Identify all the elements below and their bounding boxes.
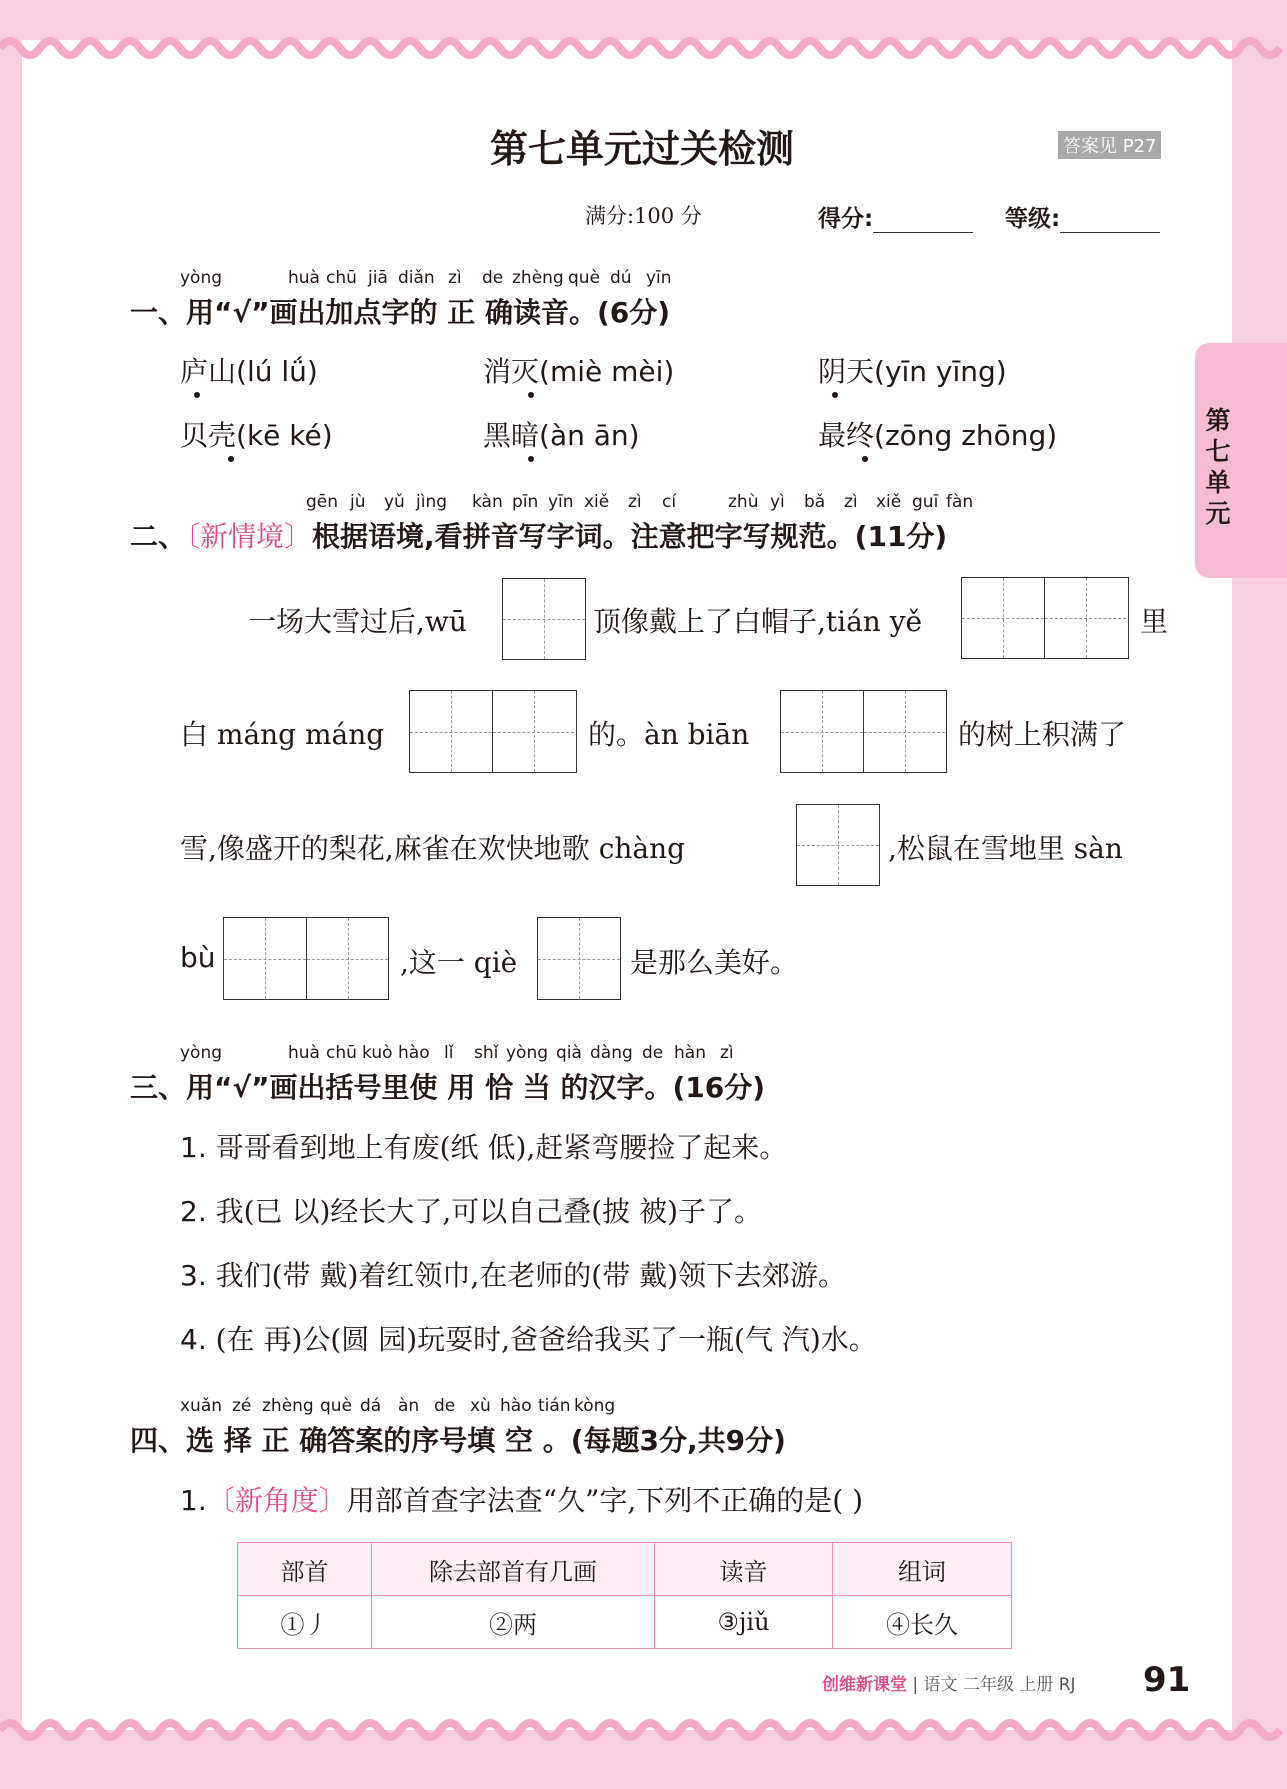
section1-pinyin-0: yòng [180,268,223,288]
section3-item: 1. 哥哥看到地上有废(纸 低),赶紧弯腰捡了起来。 [180,1131,788,1164]
write-grid-2char[interactable] [223,917,389,1000]
section4-question-1: 1.〔新角度〕用部首查字法查“久”字,下列不正确的是( ) [180,1484,864,1517]
section2-pinyin-1: jù [350,492,366,512]
section1-pinyin-3: jiā [368,268,388,288]
section2-line4-text: bù [180,941,216,974]
write-grid-2char[interactable] [961,577,1129,659]
section3-pinyin-7: yòng [506,1043,549,1063]
section3-title: 三、用“√”画出括号里使 用 恰 当 的汉字。(16分) [130,1071,766,1104]
section2-line3-text: 雪,像盛开的梨花,麻雀在欢快地歌 chàng [180,832,686,865]
section1-pinyin-8: què [568,268,601,288]
section4-title: 四、选 择 正 确答案的序号填 空 。(每题3分,共9分) [130,1424,786,1457]
section2-pinyin-4: kàn [472,492,503,512]
section1-title: 一、用“√”画出加点字的 正 确读音。(6分) [130,296,671,329]
section4-pinyin-2: zhèng [262,1396,314,1416]
options-table [237,1542,1012,1649]
section1-pinyin-7: zhèng [512,268,564,288]
section2-pinyin-7: xiě [584,492,610,512]
section3-pinyin-11: hàn [674,1043,706,1063]
section4-pinyin-8: hào [500,1396,532,1416]
table-header-cell: 组词 [833,1543,1012,1596]
full-score-label: 满分:100 分 [585,204,702,228]
score-blank[interactable] [873,210,973,233]
section2-line2-text: 的。àn biān [588,718,750,751]
section3-pinyin-6: shǐ [474,1043,499,1063]
section2-line4-text: ,这一 qiè [400,946,518,979]
emphasis-dot [832,392,838,398]
section2-title: 二、〔新情境〕根据语境,看拼音写字词。注意把字写规范。(11分) [130,520,948,553]
section1-pinyin-1: huà [288,268,320,288]
section4-pinyin-1: zé [232,1396,252,1416]
emphasis-dot [862,456,868,462]
section3-pinyin-8: qià [556,1043,582,1063]
section1-pinyin-5: zì [448,268,462,288]
write-grid-2char[interactable] [409,690,577,773]
section2-pinyin-14: xiě [876,492,902,512]
section2-pinyin-6: yīn [548,492,574,512]
section1-item: 庐山(lú lǘ) [180,355,318,388]
grade-label: 等级: [1005,200,1160,233]
section1-item: 最终(zōng zhōng) [818,419,1058,452]
section4-pinyin-6: de [434,1396,456,1416]
new-context-tag: 〔新情境〕 [186,520,313,553]
section2-line1-text: 顶像戴上了白帽子,tián yě [593,605,923,638]
section2-pinyin-3: jìng [416,492,448,512]
section1-item: 贝壳(kē ké) [180,419,333,452]
table-cell: ①丿 [238,1596,372,1649]
top-wave-border [0,26,1287,66]
section4-pinyin-3: què [320,1396,353,1416]
section2-line1-text: 里 [1140,605,1169,638]
bottom-wave-border [0,1712,1287,1752]
section4-pinyin-10: kòng [574,1396,616,1416]
section2-line4-text: 是那么美好。 [630,946,799,979]
table-cell: ④长久 [833,1596,1012,1649]
section2-pinyin-15: guī [912,492,939,512]
section2-line1-text: 一场大雪过后,wū [248,605,467,638]
write-grid-2char[interactable] [780,690,947,773]
table-header-cell: 除去部首有几画 [372,1543,655,1596]
unit-side-tab-label: 第七单元 [1205,406,1231,528]
section2-pinyin-0: gēn [306,492,339,512]
page-number: 91 [1143,1660,1191,1700]
section2-pinyin-12: bǎ [804,492,826,512]
section1-item: 黑暗(àn ān) [483,419,640,452]
answer-reference-badge: 答案见 P27 [1058,131,1161,159]
table-header-cell: 读音 [655,1543,833,1596]
emphasis-dot [228,456,234,462]
section3-pinyin-3: kuò [362,1043,393,1063]
section2-pinyin-11: yì [770,492,785,512]
emphasis-dot [194,392,200,398]
section1-pinyin-9: dú [610,268,632,288]
emphasis-dot [528,392,534,398]
section2-pinyin-5: pīn [512,492,539,512]
section3-pinyin-12: zì [720,1043,734,1063]
section2-line2-text: 白 máng máng [180,718,385,751]
section3-item: 2. 我(已 以)经长大了,可以自己叠(披 被)子了。 [180,1195,763,1228]
section4-pinyin-5: àn [398,1396,420,1416]
section2-pinyin-13: zì [844,492,858,512]
write-grid-1char[interactable] [537,917,621,1000]
table-cell: ②两 [372,1596,655,1649]
emphasis-dot [528,456,534,462]
section2-pinyin-16: fàn [946,492,974,512]
score-label: 得分: [818,200,973,233]
section2-pinyin-2: yǔ [384,492,405,512]
section4-pinyin-7: xù [470,1396,491,1416]
section3-item: 4. (在 再)公(圆 园)玩耍时,爸爸给我买了一瓶(气 汽)水。 [180,1323,877,1356]
section4-pinyin-4: dá [360,1396,382,1416]
write-grid-1char[interactable] [502,578,586,660]
section1-pinyin-6: de [482,268,504,288]
grade-blank[interactable] [1060,210,1160,233]
section3-pinyin-1: huà [288,1043,320,1063]
section3-pinyin-2: chū [326,1043,357,1063]
section2-pinyin-9: cí [662,492,677,512]
footer-info: 创维新课堂 | 语文 二年级 上册 RJ [822,1675,1076,1695]
section3-pinyin-10: de [642,1043,664,1063]
write-grid-1char[interactable] [796,804,880,886]
table-cell: ③jiǔ [655,1596,833,1649]
section1-pinyin-10: yīn [646,268,672,288]
section3-pinyin-5: lǐ [444,1043,454,1063]
new-angle-tag: 〔新角度〕 [206,1484,347,1517]
section2-line2-text: 的树上积满了 [958,718,1127,751]
section1-item: 阴天(yīn yīng) [818,355,1007,388]
section2-pinyin-8: zì [628,492,642,512]
section3-pinyin-0: yòng [180,1043,223,1063]
section2-pinyin-10: zhù [728,492,759,512]
section3-item: 3. 我们(带 戴)着红领巾,在老师的(带 戴)领下去郊游。 [180,1259,847,1292]
section3-pinyin-4: hào [398,1043,430,1063]
table-header-cell: 部首 [238,1543,372,1596]
section1-item: 消灭(miè mèi) [483,355,675,388]
page-title: 第七单元过关检测 [490,127,795,171]
section3-pinyin-9: dàng [590,1043,633,1063]
section4-pinyin-9: tián [538,1396,571,1416]
footer-brand: 创维新课堂 [822,1675,907,1695]
section4-pinyin-0: xuǎn [180,1396,223,1416]
section1-pinyin-2: chū [326,268,357,288]
section1-pinyin-4: diǎn [398,268,435,288]
section2-line3-text: ,松鼠在雪地里 sàn [888,832,1123,865]
